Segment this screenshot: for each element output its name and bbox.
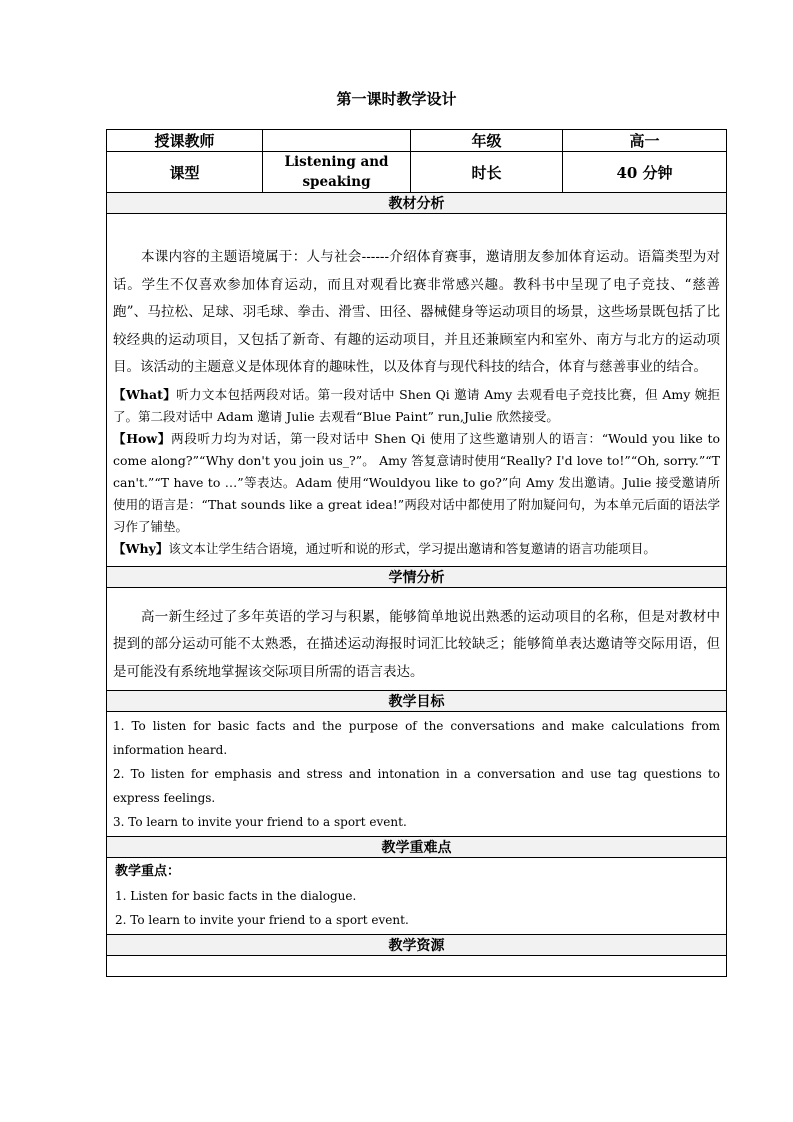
why-tag: 【Why】 xyxy=(113,540,169,556)
materials-intro: 本课内容的主题语境属于：人与社会------介绍体育赛事，邀请朋友参加体育运动。语篇类型为对话。学生不仅喜欢参加体育运动，而且对观看比赛非常感兴趣。教科书中呈现了电子竞技、“慈善跑”、马拉松、足球、羽毛球、拳击、滑雪、田径、器械健身等运动项目的场景，这些场景既包括了比较经典的运动项目，又包括了新奇、有趣的运动项目，并且还兼顾室内和室外、南方与北方的运动项目。该活动的主题意义是体现体育的趣味性，以及体育与现代科技的结合，体育与慈善事业的结合。 xyxy=(113,249,720,375)
grade-label: 年级 xyxy=(411,130,563,152)
section-body-students xyxy=(107,587,727,691)
section-body-key-points xyxy=(107,858,727,935)
duration-value: 40 分钟 xyxy=(563,152,727,193)
objective-item: 2. To listen for emphasis and stress and intonation in a conversation and use tag questions to express feelings. xyxy=(113,767,720,805)
section-body-objectives xyxy=(107,712,727,837)
type-value: Listening and speaking xyxy=(263,152,411,193)
section-header-resources xyxy=(107,935,727,956)
materials-what xyxy=(113,384,720,428)
section-header-materials xyxy=(107,193,727,214)
key-points-title: 教学重难点 xyxy=(107,837,727,858)
section-header-students xyxy=(107,566,727,587)
materials-title: 教材分析 xyxy=(107,193,727,214)
how-tag: 【How】 xyxy=(113,430,172,446)
section-header-objectives xyxy=(107,691,727,712)
students-title: 学情分析 xyxy=(107,566,727,587)
section-body-materials xyxy=(107,214,727,567)
why-text: 该文本让学生结合语境，通过听和说的形式，学习提出邀请和答复邀请的语言功能项目。 xyxy=(168,540,656,556)
what-tag: 【What】 xyxy=(113,386,177,402)
section-body-resources xyxy=(107,956,727,977)
resources-title: 教学资源 xyxy=(107,935,727,956)
type-label: 课型 xyxy=(107,152,263,193)
students-text: 高一新生经过了多年英语的学习与积累，能够简单地说出熟悉的运动项目的名称，但是对教材中提到的部分运动可能不太熟悉，在描述运动海报时词汇比较缺乏；能够简单表达邀请等交际用语，但是可能没有系统地掌握该交际项目所需的语言表达。 xyxy=(113,608,720,680)
materials-why xyxy=(113,538,720,560)
materials-how xyxy=(113,428,720,538)
objective-item: 3. To learn to invite your friend to a sport event. xyxy=(113,815,407,829)
section-header-key-points xyxy=(107,837,727,858)
duration-label: 时长 xyxy=(411,152,563,193)
teacher-value xyxy=(263,130,411,152)
page-title: 第一课时教学设计 xyxy=(336,90,457,108)
header-row-type xyxy=(107,152,727,193)
key-point-item: 2. To learn to invite your friend to a sport event. xyxy=(115,913,409,927)
how-text: 两段听力均为对话，第一段对话中 Shen Qi 使用了这些邀请别人的语言：“Would you like to come along?”“Why don't you join us_?”。 Amy 答复意请时使用“Really? I'd love to!”“Oh, sorry.”“T can't.”“T have to …”等表达。Adam 使用“Wouldyou like to go?”向 Amy 发出邀请。Julie 接受邀请所使用的语言是：“That sounds like a great idea!”两段对话中都使用了附加疑问句，为本单元后面的语法学习作了铺垫。 xyxy=(113,430,720,534)
key-points-subtitle: 教学重点： xyxy=(115,864,181,879)
header-row-teacher xyxy=(107,130,727,152)
objective-item: 1. To listen for basic facts and the purpose of the conversations and make calculations from information heard. xyxy=(113,719,720,757)
grade-value: 高一 xyxy=(563,130,727,152)
objectives-title: 教学目标 xyxy=(107,691,727,712)
resources-text xyxy=(107,956,727,977)
teacher-label: 授课教师 xyxy=(107,130,263,152)
what-text: 听力文本包括两段对话。第一段对话中 Shen Qi 邀请 Amy 去观看电子竞技比赛，但 Amy 婉拒了。第二段对话中 Adam 邀请 Julie 去观看“Blue Paint” run,Julie 欣然接受。 xyxy=(113,386,721,424)
key-point-item: 1. Listen for basic facts in the dialogue. xyxy=(115,889,357,903)
lesson-plan-table xyxy=(106,129,727,977)
